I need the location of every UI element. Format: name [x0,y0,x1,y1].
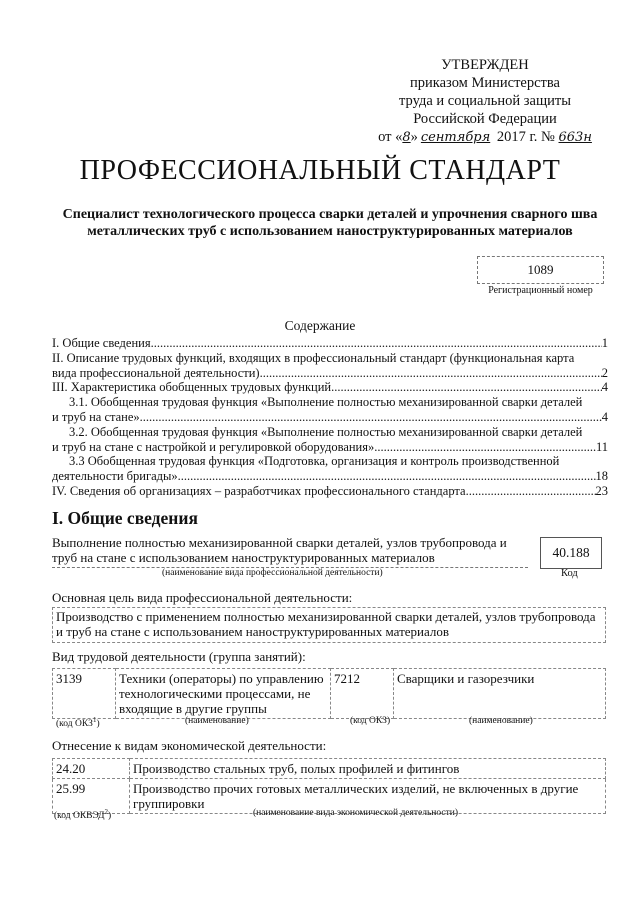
approval-day: 8 [402,130,411,145]
toc-leader [466,484,596,499]
toc-leader [374,440,596,455]
approval-line-2: приказом Министерства [410,75,560,91]
okz-name-cell: Сварщики и газорезчики [394,669,606,719]
toc-leader [151,336,602,351]
section-heading: I. Общие сведения [52,508,198,528]
goal-box [52,607,606,643]
name-caption-2: (наименование) [469,716,533,726]
okved-caption: (код ОКВЭД$^2$) [54,808,112,822]
registration-number-label: Регистрационный номер [488,285,593,296]
document-subtitle: Специалист технологического процесса сварки деталей и упрочнения сварного шва металлических труб с использованием наноструктурированных материалов [62,207,598,239]
activity-name-field [52,533,528,568]
activity-name-caption: (наименование вида профессиональной деятельности) [162,568,383,578]
economic-label: Отнесение к видам экономической деятельности: [52,738,327,753]
toc-item[interactable]: I. Общие сведения ..... 1 [52,336,608,351]
okz-name-cell: Техники (операторы) по управлению технологическими процессами, не входящие в другие группы [116,669,331,719]
toc-item[interactable]: 3.1. Обобщенная трудовая функция «Выполнение полностью механизированной сварки деталей и труб на стане» ..... 4 [52,395,608,425]
toc-item[interactable]: 3.2. Обобщенная трудовая функция «Выполнение полностью механизированной сварки деталей и труб на стане с настройкой и регулировкой оборудования» ..... 11 [52,425,608,455]
registration-number-box: 1089 [477,256,604,284]
occupations-table [52,668,606,719]
toc-leader [260,366,602,381]
approval-line-4: Российской Федерации [413,111,557,127]
okz-caption: (код ОКЗ$^1$) [56,716,100,730]
economic-table [52,758,606,814]
approval-block [370,56,600,147]
okved-name-cell: Производство прочих готовых металлических изделий, не включенных в другие группировки [130,779,606,814]
goal-text: Производство с применением полностью механизированной сварки деталей, узлов трубопровода и труб на стане с использованием наноструктурированных материалов [56,609,596,639]
toc-leader [140,410,602,425]
approval-line-3: труда и социальной защиты [399,93,571,109]
table-of-contents [52,336,608,499]
toc-item[interactable]: III. Характеристика обобщенных трудовых функций ..... 4 [52,380,608,395]
toc-item[interactable]: 3.3 Обобщенная трудовая функция «Подготовка, организация и контроль производственной деятельности бригады» ..... 18 [52,454,608,484]
toc-leader [331,380,602,395]
okved-code-cell: 25.99 [53,779,130,814]
toc-leader [178,469,596,484]
okved-code-cell: 24.20 [53,759,130,779]
approval-line-1: УТВЕРЖДЕН [441,57,529,73]
activity-code-box: 40.188 [540,537,602,569]
code-caption: Код [561,568,578,579]
table-row [53,759,606,779]
goal-label: Основная цель вида профессиональной деятельности: [52,590,353,605]
document-title: ПРОФЕССИОНАЛЬНЫЙ СТАНДАРТ [79,155,561,186]
toc-item[interactable]: II. Описание трудовых функций, входящих в профессиональный стандарт (функциональная карта вида профессиональной деятельности) ..... 2 [52,351,608,381]
okved-name-cell: Производство стальных труб, полых профилей и фитингов [130,759,606,779]
occupations-label: Вид трудовой деятельности (группа занятий): [52,649,306,664]
toc-title: Содержание [284,318,356,333]
table-row [53,669,606,719]
approval-number: 663н [558,130,592,145]
approval-month: сентября [420,130,491,145]
approval-date-line: от «8» сентября 2017 г. № 663н [378,129,592,145]
toc-item[interactable]: IV. Сведения об организациях – разработчиках профессионального стандарта ..... 23 [52,484,608,499]
name-caption: (наименование) [185,716,249,726]
okz-code-cell: 3139 [53,669,116,719]
okz-code-cell: 7212 [331,669,394,719]
activity-name: Выполнение полностью механизированной сварки деталей, узлов трубопровода и труб на стане с использованием наноструктурированных материалов [52,535,507,565]
economic-name-caption: (наименование вида экономической деятельности) [253,808,458,818]
okz-caption-2: (код ОКЗ) [350,716,391,726]
